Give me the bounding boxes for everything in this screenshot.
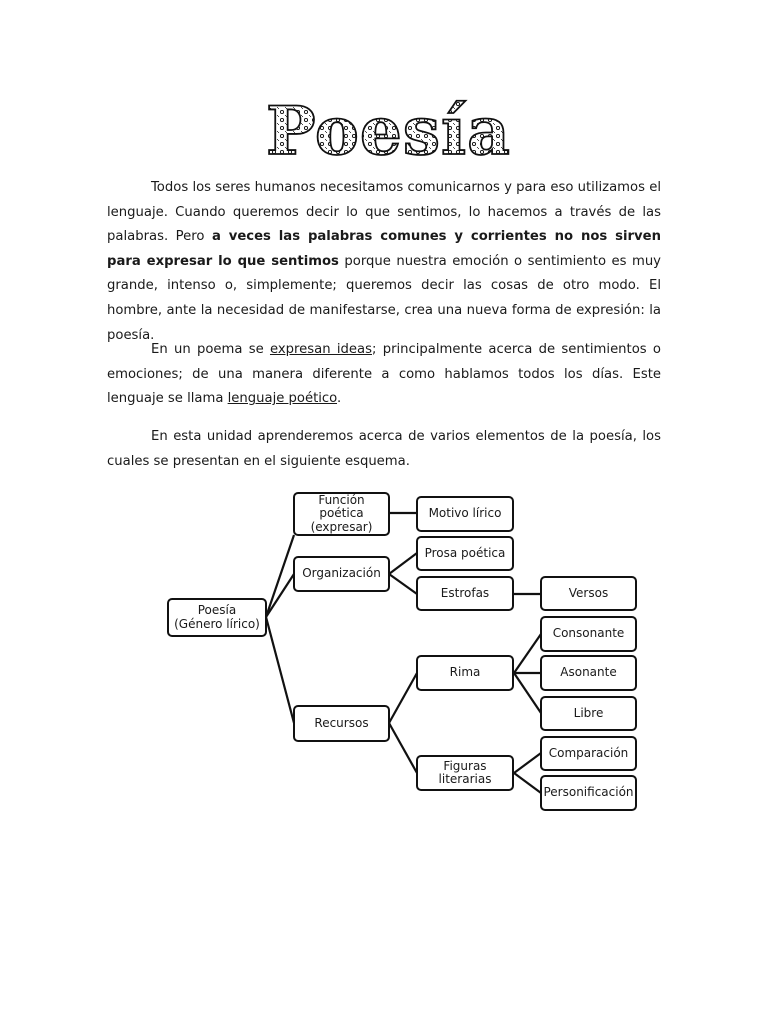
node-label: (expresar) [310, 519, 373, 534]
node-comparacion [540, 736, 637, 771]
node-libre [540, 696, 637, 731]
node-label: literarias [438, 772, 492, 786]
node-label: Prosa poética [424, 545, 506, 560]
paragraph-text: En esta unidad aprenderemos acerca de varios elementos de la poesía, los cuales se presentan en el siguiente esquema. [107, 429, 661, 469]
node-label: Recursos [314, 715, 369, 730]
node-label: Estrofas [440, 585, 490, 600]
node-label: Rima [449, 665, 481, 680]
node-label: Consonante [552, 626, 625, 641]
paragraph-text: ; principalmente acerca de sentimientos o emociones; de una manera diferente a como hablamos todos los días. Este lenguaje se llama [107, 342, 661, 407]
node-asonante [540, 655, 637, 691]
node-recursos [293, 705, 390, 742]
underlined-term: lenguaje poético [227, 391, 338, 407]
node-label: Poesía [197, 603, 237, 617]
node-funcion-poetica [293, 492, 390, 536]
node-consonante [540, 616, 637, 652]
node-label: Personificación [543, 785, 634, 800]
paragraph-text: porque nuestra emoción o sentimiento es muy grande, intenso o, simplemente; queremos decir las cosas de otro modo. El hombre, ante la necesidad de manifestarse, crea una nueva forma de expresión: la poesía. [107, 253, 661, 343]
node-label: Figuras [443, 758, 487, 773]
node-label: Comparación [548, 745, 629, 760]
node-estrofas [416, 576, 514, 611]
node-label: Organización [302, 566, 381, 581]
node-figuras-literarias [416, 755, 514, 791]
node-label: Versos [568, 585, 609, 600]
paragraph-text: Todos los seres humanos necesitamos comunicarnos y para eso utilizamos el lenguaje. Cuando queremos decir lo que sentimos, lo hacemos a través de las palabras. Pero [107, 180, 661, 245]
node-rima [416, 655, 514, 691]
node-label: (Género lírico) [174, 616, 260, 631]
node-versos [540, 576, 637, 611]
node-label: Libre [573, 705, 604, 720]
paragraph-text: . [337, 391, 342, 407]
node-prosa-poetica [416, 536, 514, 571]
paragraph-text: En un poema se [151, 342, 270, 357]
node-poesia [167, 598, 267, 637]
bold-emphasis: a veces las palabras comunes y corrientes no nos sirven para expresar lo que sentimos [107, 229, 661, 269]
node-organizacion [293, 556, 390, 592]
underlined-term: expresan ideas [269, 342, 372, 357]
node-personificacion [540, 775, 637, 811]
node-label: Asonante [560, 665, 617, 680]
node-label: Función poética [318, 492, 365, 521]
node-label: Motivo lírico [428, 506, 502, 521]
node-motivo-lirico [416, 496, 514, 532]
svg-text:Poesía: Poesía [266, 92, 511, 170]
